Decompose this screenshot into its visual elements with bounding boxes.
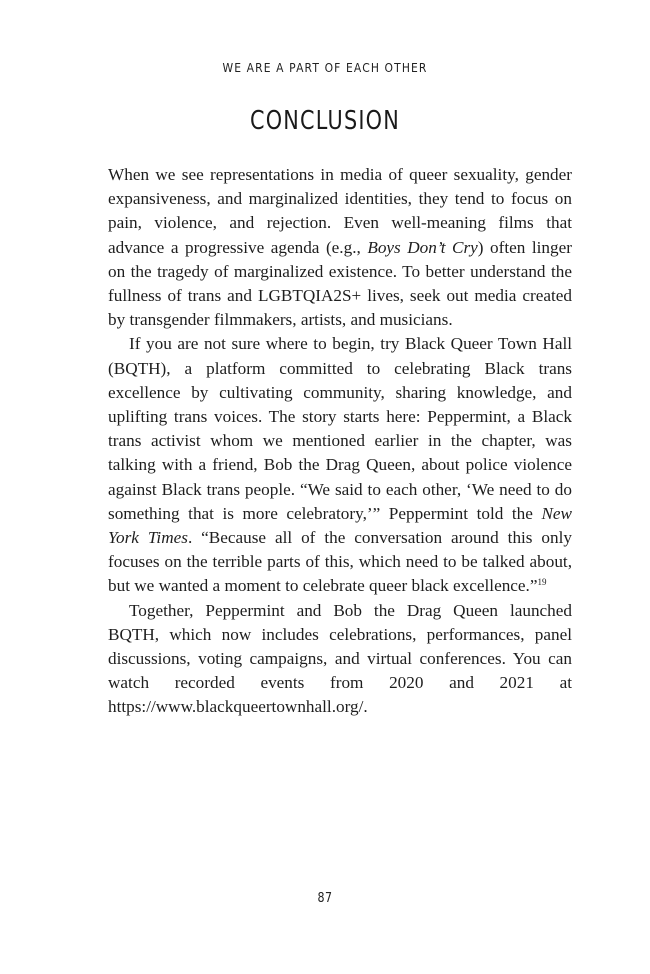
footnote-reference: 19 xyxy=(537,577,547,588)
page-number: 87 xyxy=(317,891,333,906)
body-text xyxy=(108,163,572,720)
paragraph-text: Together, Peppermint and Bob the Drag Queen launched BQTH, which now includes celebrations, performances, panel discussions, voting campaigns, and virtual conferences. You can watch recorded events from 2020 and 2021 at https://www.blackqueertownhall.org/. xyxy=(108,600,572,717)
running-head: WE ARE A PART OF EACH OTHER xyxy=(222,60,428,75)
paragraph-3 xyxy=(108,599,572,720)
paragraph-text: ) often linger on the tragedy of marginalized existence. To better understand the fullness of trans and LGBTQIA2S+ lives, seek out media created by transgender filmmakers, artists, and musicians. xyxy=(108,237,572,330)
chapter-title: CONCLUSION xyxy=(249,106,401,136)
publication-title: New York Times xyxy=(108,503,572,548)
paragraph-text: When we see representations in media of queer sexuality, gender expansiveness, and marginalized identities, they tend to focus on pain, violence, and rejection. Even well-meaning films that advance a progressive agenda (e.g., xyxy=(108,165,572,257)
paragraph-text: . “Because all of the conversation around this only focuses on the terrible parts of this, which need to be talked about, but we wanted a moment to celebrate queer black excellence.” xyxy=(108,528,572,596)
paragraph-2 xyxy=(108,332,572,598)
paragraph-1 xyxy=(108,163,572,332)
paragraph-text: If you are not sure where to begin, try Black Queer Town Hall (BQTH), a platform committed to celebrating Black trans excellence by cultivating community, sharing knowledge, and uplifting trans voices. The story starts here: Peppermint, a Black trans activist whom we mentioned earlier in the chapter, was talking with a friend, Bob the Drag Queen, about police violence against Black trans people. “We said to each other, ‘We need to do something that is more celebratory,’” Peppermint told the xyxy=(108,334,572,523)
film-title: Boys Don’t Cry xyxy=(367,237,478,257)
